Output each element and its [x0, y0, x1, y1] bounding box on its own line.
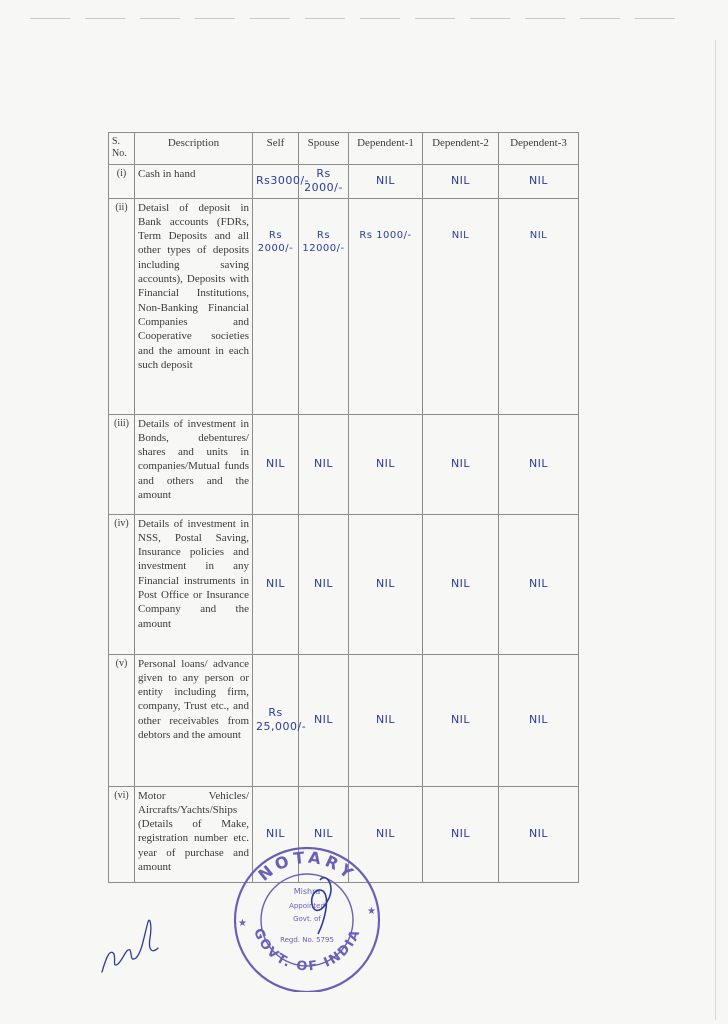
value-dependent-2: NIL [423, 165, 499, 199]
stamp-star-right: ★ [367, 906, 376, 917]
table-row [109, 414, 579, 514]
value-self: NIL [253, 414, 299, 514]
value-self: NIL [253, 514, 299, 654]
value-spouse: NIL [299, 786, 349, 882]
value-self: Rs 2000/- [253, 198, 299, 414]
stamp-top-text: NOTARY [254, 847, 360, 885]
row-description: Details of investment in NSS, Postal Saving, Insurance policies and investment in any Financial instruments in Post Office or Insurance Company and the amount [135, 514, 253, 654]
table-row [109, 514, 579, 654]
value-dependent-2: NIL [423, 786, 499, 882]
row-sno: (iv) [109, 514, 135, 654]
stamp-line-3: Regd. No. 5795 [280, 936, 334, 944]
header-spouse: Spouse [299, 133, 349, 165]
row-sno: (i) [109, 165, 135, 199]
handwritten-signature [96, 908, 166, 978]
table-row [109, 198, 579, 414]
value-dependent-1: Rs 1000/- [349, 198, 423, 414]
row-description: Details of investment in Bonds, debentures/ shares and units in companies/Mutual funds and others and the amount [135, 414, 253, 514]
value-spouse: Rs 12000/- [299, 198, 349, 414]
value-dependent-1: NIL [349, 654, 423, 786]
value-dependent-1: NIL [349, 165, 423, 199]
stamp-star-left: ★ [238, 918, 247, 929]
table-header-row [109, 133, 579, 165]
value-dependent-3: NIL [499, 198, 579, 414]
stamp-line-2: Govt. of [293, 915, 321, 923]
notary-stamp [228, 842, 386, 992]
value-spouse: NIL [299, 414, 349, 514]
value-dependent-1: NIL [349, 514, 423, 654]
header-dependent-3: Dependent-3 [499, 133, 579, 165]
value-dependent-3: NIL [499, 654, 579, 786]
row-sno: (iii) [109, 414, 135, 514]
value-dependent-1: NIL [349, 414, 423, 514]
stamp-line-1: Appointed [289, 902, 325, 910]
stamp-name: Mishra [293, 887, 321, 896]
header-self: Self [253, 133, 299, 165]
value-dependent-3: NIL [499, 165, 579, 199]
row-description: Personal loans/ advance given to any person or entity including firm, company, Trust etc., and other receivables from debtors and the amount [135, 654, 253, 786]
row-description: Detaisl of deposit in Bank accounts (FDRs, Term Deposits and all other types of deposits including saving accounts), Deposits with Financial Institutions, Non-Banking Financial Companies and Cooperative societies and the amount in each such deposit [135, 198, 253, 414]
value-dependent-3: NIL [499, 414, 579, 514]
value-spouse: NIL [299, 654, 349, 786]
row-description: Motor Vehicles/ Aircrafts/Yachts/Ships (Details of Make, registration number etc. year of purchase and amount [135, 786, 253, 882]
svg-text:GOVT. OF INDIA [250, 926, 364, 974]
stamp-bottom-text: GOVT. OF INDIA [250, 926, 364, 975]
value-spouse: Rs 2000/- [299, 165, 349, 199]
value-dependent-1: NIL [349, 786, 423, 882]
value-dependent-3: NIL [499, 514, 579, 654]
header-dependent-2: Dependent-2 [423, 133, 499, 165]
value-dependent-2: NIL [423, 198, 499, 414]
value-self: NIL [253, 786, 299, 882]
row-description: Cash in hand [135, 165, 253, 199]
header-dependent-1: Dependent-1 [349, 133, 423, 165]
value-dependent-2: NIL [423, 414, 499, 514]
value-self: Rs3000/- [253, 165, 299, 199]
row-sno: (v) [109, 654, 135, 786]
value-dependent-2: NIL [423, 514, 499, 654]
table-row [109, 165, 579, 199]
value-dependent-2: NIL [423, 654, 499, 786]
value-self: Rs 25,000/- [253, 654, 299, 786]
scan-edge-top [30, 18, 690, 19]
value-spouse: NIL [299, 514, 349, 654]
assets-declaration-table [108, 132, 579, 883]
value-dependent-3: NIL [499, 786, 579, 882]
signature-stroke [102, 920, 158, 972]
header-sno: S. No. [109, 133, 135, 165]
row-sno: (ii) [109, 198, 135, 414]
row-sno: (vi) [109, 786, 135, 882]
header-description: Description [135, 133, 253, 165]
svg-text:NOTARY [254, 848, 359, 885]
table-row [109, 654, 579, 786]
scan-edge-right [715, 40, 716, 1020]
